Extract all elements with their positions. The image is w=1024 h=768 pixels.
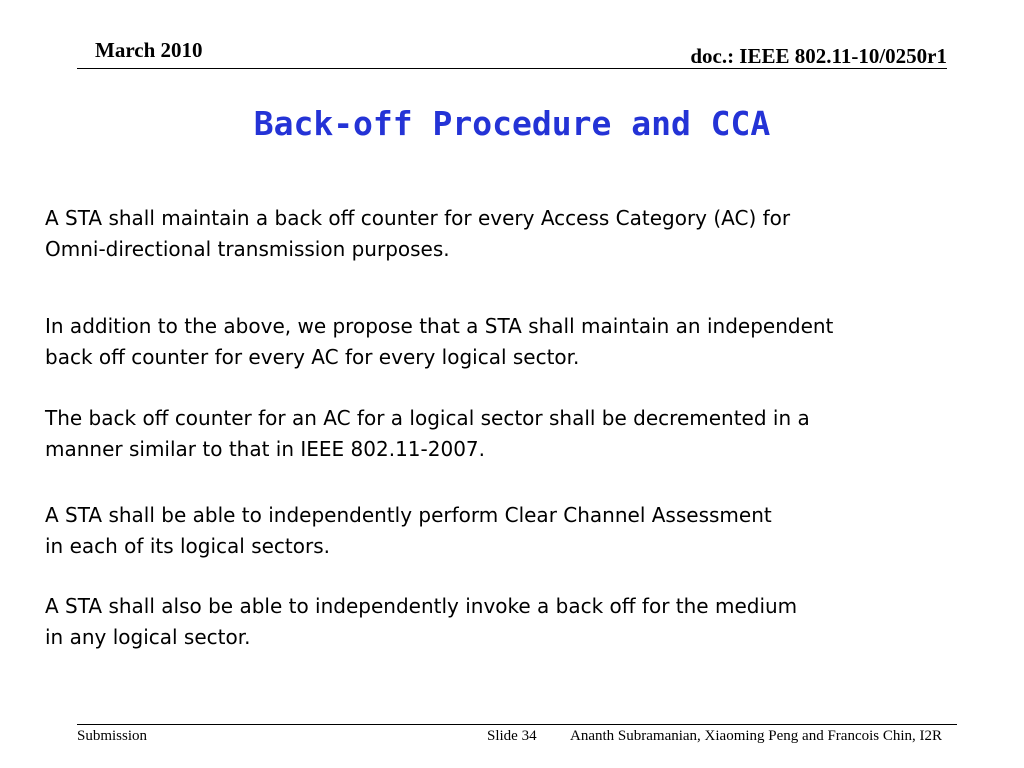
paragraph-4-line-2: in each of its logical sectors. [45, 534, 330, 558]
header-divider [77, 68, 947, 69]
paragraph-2-line-1: In addition to the above, we propose that a STA shall maintain an independent [45, 314, 834, 338]
paragraph-5 [45, 591, 1015, 653]
paragraph-5-line-2: in any logical sector. [45, 625, 251, 649]
paragraph-1-line-1: A STA shall maintain a back off counter for every Access Category (AC) for [45, 206, 791, 230]
paragraph-3-line-2: manner similar to that in IEEE 802.11-2007. [45, 437, 485, 461]
paragraph-4-line-1: A STA shall be able to independently perform Clear Channel Assessment [45, 503, 772, 527]
header-doc-id: doc.: IEEE 802.11-10/0250r1 [690, 44, 947, 68]
footer-authors: Ananth Subramanian, Xiaoming Peng and Francois Chin, I2R [570, 728, 943, 744]
paragraph-5-line-1: A STA shall also be able to independently invoke a back off for the medium [45, 594, 798, 618]
slide-title: Back-off Procedure and CCA [253, 104, 771, 143]
header-date: March 2010 [95, 38, 203, 62]
paragraph-3-line-1: The back off counter for an AC for a logical sector shall be decremented in a [45, 406, 810, 430]
paragraph-2-line-2: back off counter for every AC for every logical sector. [45, 345, 580, 369]
footer-slide-number: Slide 34 [487, 728, 537, 744]
footer-submission: Submission [77, 728, 148, 744]
paragraph-1 [45, 203, 1015, 265]
paragraph-4 [45, 500, 1015, 562]
footer-divider [77, 724, 957, 725]
paragraph-3 [45, 403, 1015, 465]
paragraph-2 [45, 311, 1015, 373]
paragraph-1-line-2: Omni-directional transmission purposes. [45, 237, 450, 261]
